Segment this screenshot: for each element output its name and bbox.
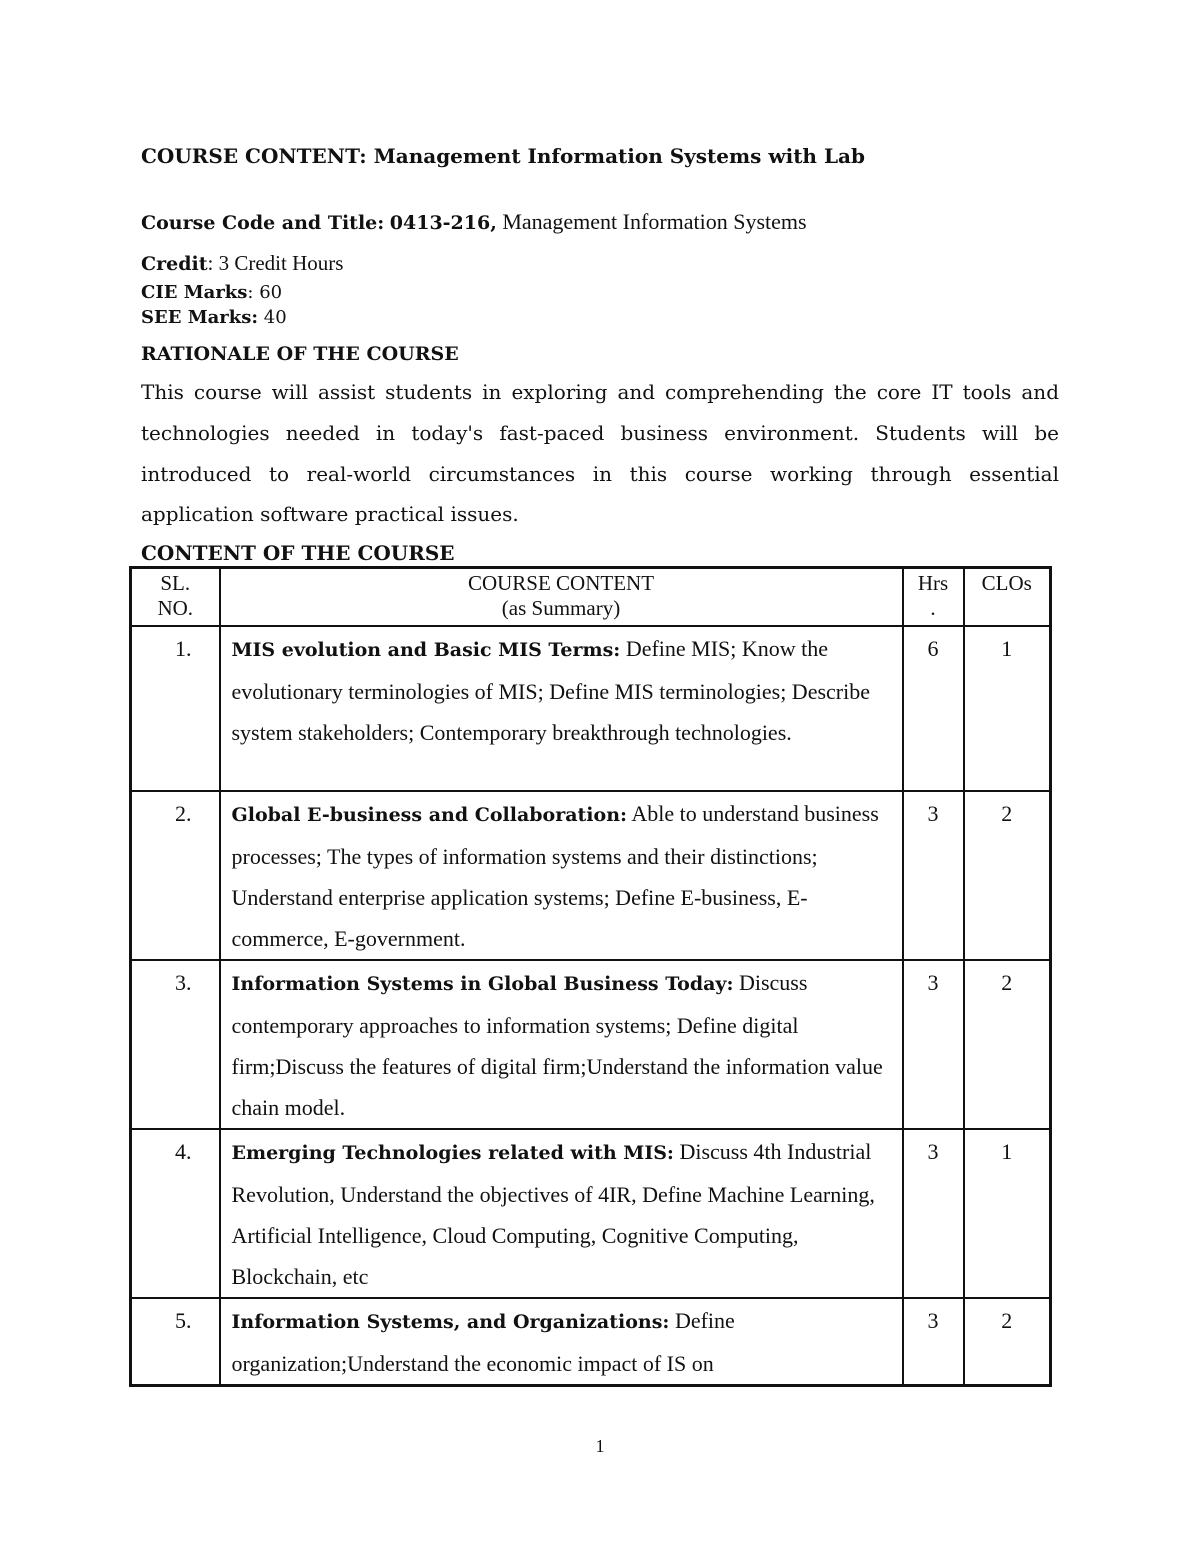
course-code-line bbox=[141, 209, 807, 236]
page-number: 1 bbox=[595, 1436, 605, 1456]
table-row bbox=[131, 960, 1051, 1129]
content-header-line1: COURSE CONTENT bbox=[467, 571, 655, 595]
row-content bbox=[220, 626, 903, 791]
rationale-heading: RATIONALE OF THE COURSE bbox=[141, 343, 459, 365]
content-header-line2: (as Summary) bbox=[501, 596, 621, 620]
hrs-header bbox=[903, 568, 964, 627]
row-content bbox=[220, 960, 903, 1129]
see-value: 40 bbox=[263, 307, 287, 328]
table-row bbox=[131, 791, 1051, 960]
row-sl-no: 5. bbox=[131, 1298, 220, 1386]
content-heading: CONTENT OF THE COURSE bbox=[141, 541, 455, 565]
row-sl-no: 3. bbox=[131, 960, 220, 1129]
row-clos: 2 bbox=[964, 1298, 1051, 1386]
rationale-paragraph: This course will assist students in exploring and comprehending the core IT tools and technologies needed in today's fast-paced business environment. Students will be introduced to real-world circumstances in this course working through essential application software practical issues. bbox=[141, 380, 1059, 527]
row-hours: 3 bbox=[903, 791, 964, 960]
cie-value: : 60 bbox=[247, 282, 283, 303]
hrs-header-line1: Hrs bbox=[917, 571, 949, 595]
row-sl-no: 4. bbox=[131, 1129, 220, 1298]
row-sl-no: 2. bbox=[131, 791, 220, 960]
row-details: Define MIS; Know the evolutionary terminologies of MIS; Define MIS terminologies; Describe system stakeholders; Contemporary breakthrough technologies. bbox=[231, 636, 870, 745]
row-clos: 1 bbox=[964, 1129, 1051, 1298]
row-hours: 3 bbox=[903, 960, 964, 1129]
row-sl-no: 1. bbox=[131, 626, 220, 791]
row-content bbox=[220, 1298, 903, 1386]
sl-header-line1: SL. bbox=[160, 571, 191, 595]
row-content bbox=[220, 1129, 903, 1298]
clos-header: CLOs bbox=[964, 568, 1051, 627]
cie-marks-line bbox=[141, 280, 282, 306]
row-topic: Global E-business and Collaboration: bbox=[231, 804, 628, 826]
table-header-row bbox=[131, 568, 1051, 627]
row-clos: 2 bbox=[964, 960, 1051, 1129]
row-details: Discuss 4th Industrial Revolution, Understand the objectives of 4IR, Define Machine Learning, Artificial Intelligence, Cloud Computing, Cognitive Computing, Blockchain, etc bbox=[231, 1139, 875, 1289]
course-title: COURSE CONTENT: Management Information Systems with Lab bbox=[141, 144, 865, 168]
sl-no-header bbox=[131, 568, 220, 627]
row-hours: 6 bbox=[903, 626, 964, 791]
credit-label: Credit bbox=[141, 253, 208, 275]
row-topic: MIS evolution and Basic MIS Terms: bbox=[231, 639, 621, 661]
row-hours: 3 bbox=[903, 1129, 964, 1298]
row-hours: 3 bbox=[903, 1298, 964, 1386]
see-label: SEE Marks: bbox=[141, 307, 259, 328]
row-details: Discuss contemporary approaches to information systems; Define digital firm;Discuss the features of digital firm;Understand the information value chain model. bbox=[231, 970, 883, 1120]
row-clos: 1 bbox=[964, 626, 1051, 791]
credit-line bbox=[141, 250, 343, 277]
cie-label: CIE Marks bbox=[141, 282, 248, 303]
see-marks-line bbox=[141, 305, 287, 331]
row-clos: 2 bbox=[964, 791, 1051, 960]
course-code-label: Course Code and Title: bbox=[141, 212, 385, 234]
credit-value: : 3 Credit Hours bbox=[207, 251, 344, 275]
course-content-table bbox=[129, 566, 1052, 1387]
row-details: Define organization;Understand the economic impact of IS on bbox=[231, 1308, 735, 1376]
course-code-value: 0413-216, bbox=[389, 212, 497, 234]
table-row bbox=[131, 1298, 1051, 1386]
sl-header-line2: NO. bbox=[157, 596, 194, 620]
table-row bbox=[131, 626, 1051, 791]
table-row bbox=[131, 1129, 1051, 1298]
hrs-header-line2: . bbox=[930, 596, 936, 620]
row-topic: Information Systems, and Organizations: bbox=[231, 1311, 670, 1333]
course-content-header bbox=[220, 568, 903, 627]
row-content bbox=[220, 791, 903, 960]
row-details: Able to understand business processes; The types of information systems and their distinctions; Understand enterprise application systems; Define E-business, E-commerce, E-government. bbox=[231, 801, 879, 951]
course-name: Management Information Systems bbox=[502, 209, 807, 234]
row-topic: Emerging Technologies related with MIS: bbox=[231, 1142, 674, 1164]
row-topic: Information Systems in Global Business Today: bbox=[231, 973, 734, 995]
